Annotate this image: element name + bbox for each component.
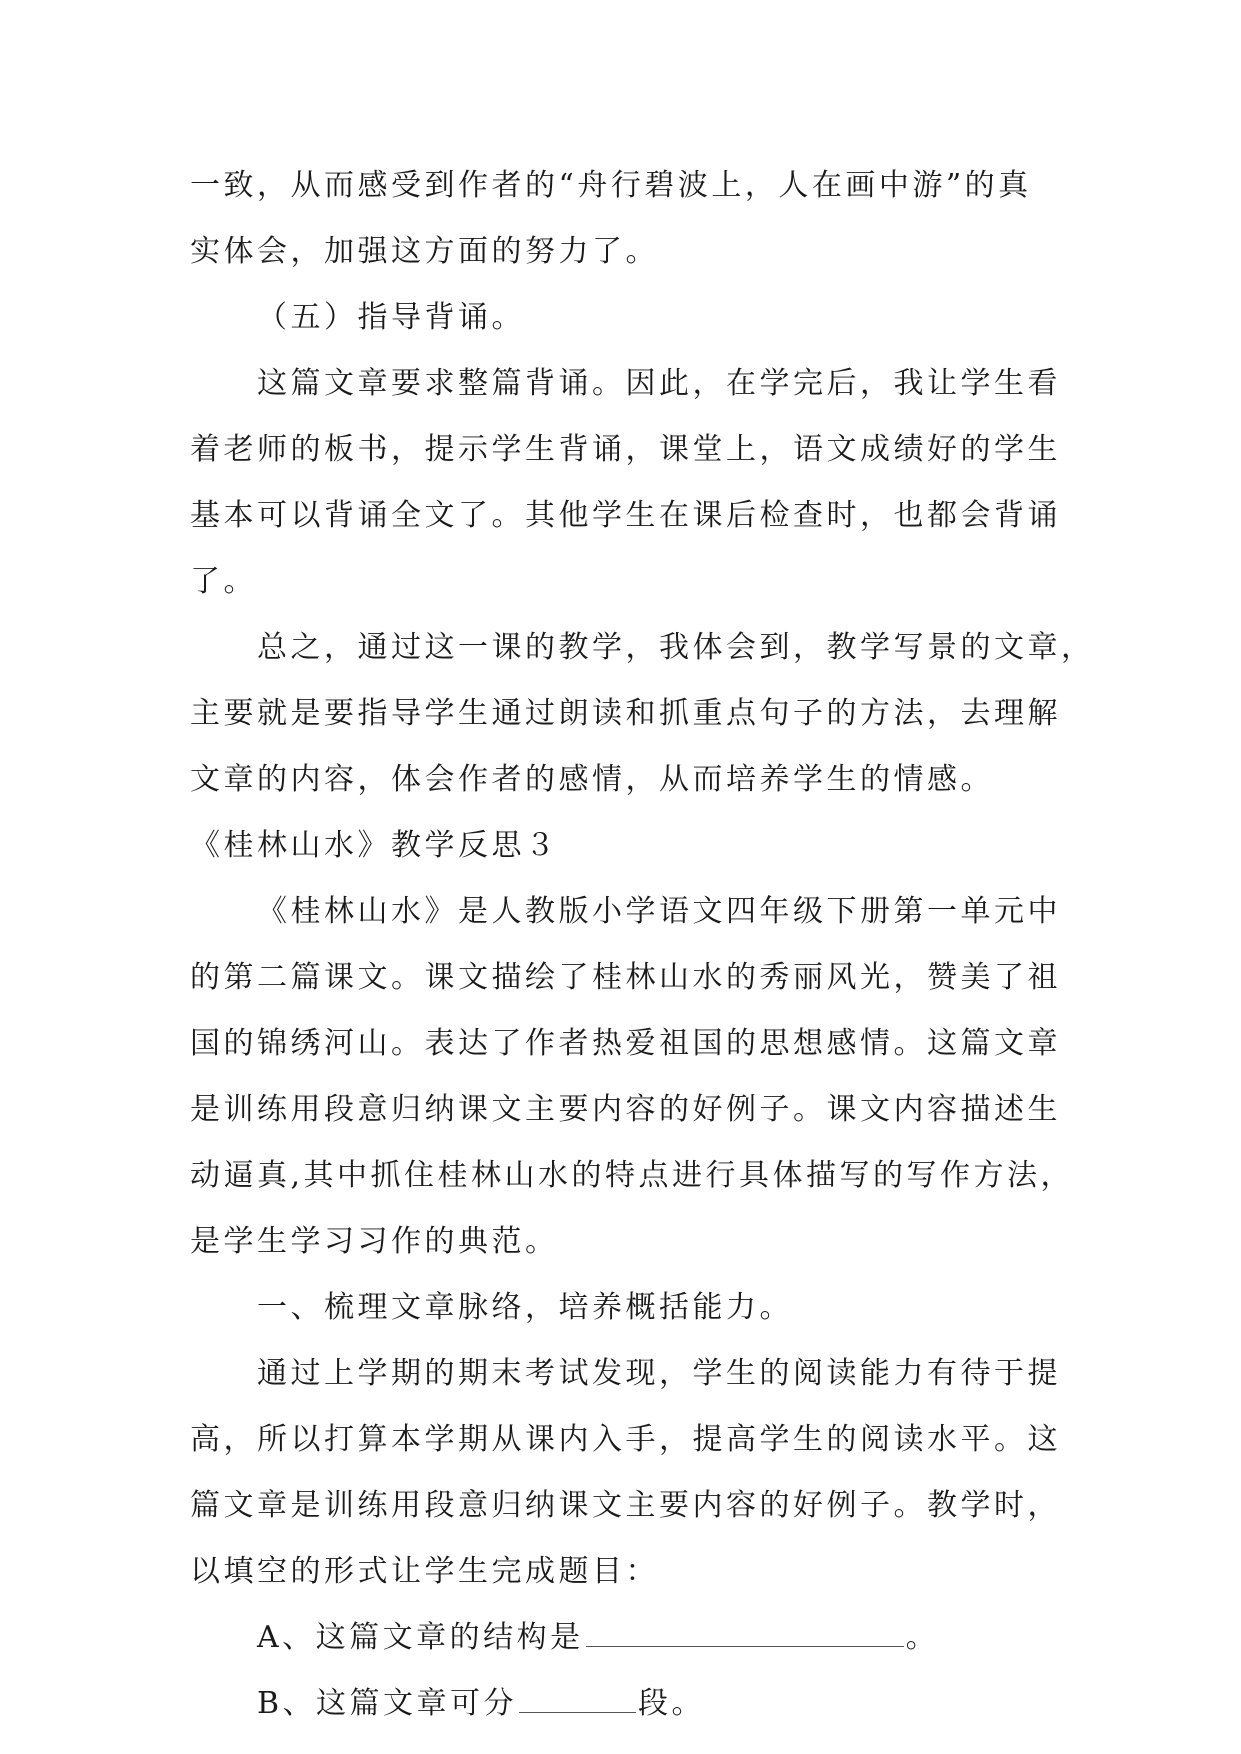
section-heading: （五）指导背诵。	[257, 300, 525, 335]
article-title: 《桂林山水》教学反思３	[190, 828, 559, 863]
text-line: 通过上学期的期末考试发现，学生的阅读能力有待于提	[257, 1356, 1061, 1391]
text-line: 的第二篇课文。课文描绘了桂林山水的秀丽风光，赞美了祖	[190, 960, 1061, 995]
question-b-text: B、这篇文章可分	[257, 1686, 518, 1721]
text-line: 是学生学习习作的典范。	[190, 1224, 559, 1259]
text-line: 动逼真,其中抓住桂林山水的特点进行具体描写的写作方法，	[190, 1158, 1075, 1193]
text-line: 主要就是要指导学生通过朗读和抓重点句子的方法，去理解	[190, 696, 1061, 731]
fill-in-blank	[586, 1608, 904, 1647]
text-line: 篇文章是训练用段意归纳课文主要内容的好例子。教学时，	[190, 1488, 1061, 1523]
text-line: 以填空的形式让学生完成题目：	[190, 1554, 659, 1589]
text-line: 一致，从而感受到作者的“舟行碧波上，人在画中游”的真	[190, 168, 1032, 203]
question-a-end: 。	[905, 1620, 940, 1655]
text-line: 了。	[190, 564, 257, 599]
fill-in-blank	[519, 1674, 636, 1713]
text-line: 国的锦绣河山。表达了作者热爱祖国的思想感情。这篇文章	[190, 1026, 1061, 1061]
text-line: 基本可以背诵全文了。其他学生在课后检查时，也都会背诵	[190, 498, 1061, 533]
text-line: 总之，通过这一课的教学，我体会到，教学写景的文章，	[257, 630, 1095, 665]
text-line: 是训练用段意归纳课文主要内容的好例子。课文内容描述生	[190, 1092, 1061, 1127]
text-line: 着老师的板书，提示学生背诵，课堂上，语文成绩好的学生	[190, 432, 1061, 467]
question-b	[190, 1671, 1060, 1737]
text-line: 高，所以打算本学期从课内入手，提高学生的阅读水平。这	[190, 1422, 1061, 1457]
question-b-end: 段。	[638, 1686, 706, 1721]
document-body	[190, 153, 1095, 1737]
text-line: 这篇文章要求整篇背诵。因此，在学完后，我让学生看	[257, 366, 1061, 401]
question-a-text: A、这篇文章的结构是	[257, 1620, 584, 1655]
text-line: 《桂林山水》是人教版小学语文四年级下册第一单元中	[257, 894, 1061, 929]
section-heading: 一、梳理文章脉络，培养概括能力。	[257, 1290, 793, 1325]
question-a	[190, 1605, 1060, 1671]
text-line: 文章的内容，体会作者的感情，从而培养学生的情感。	[190, 762, 994, 797]
text-line: 实体会，加强这方面的努力了。	[190, 234, 659, 269]
